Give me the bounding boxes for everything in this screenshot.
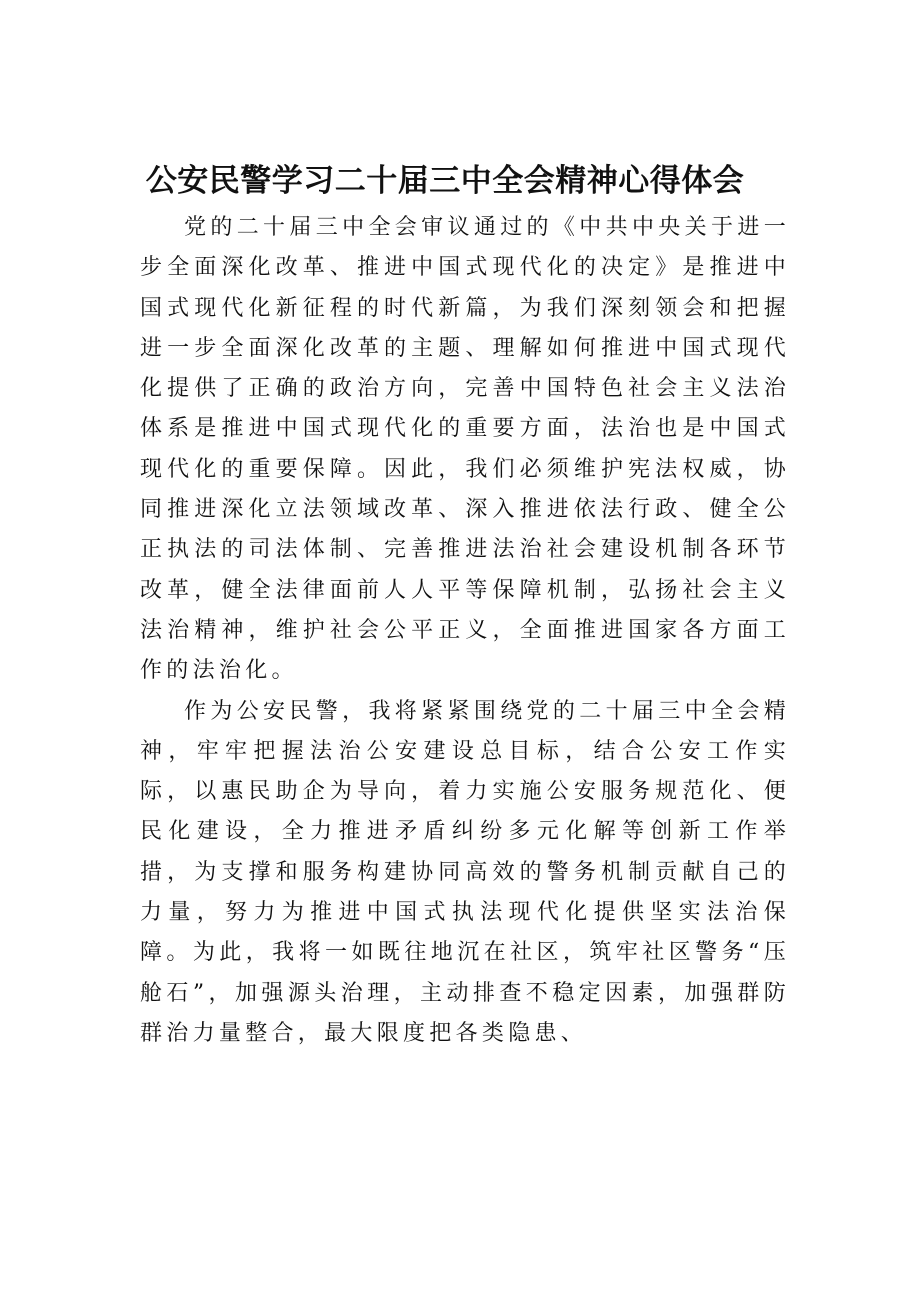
paragraph-2: 作为公安民警，我将紧紧围绕党的二十届三中全会精神，牢牢把握法治公安建设总目标，结合公安工作实际，以惠民助企为导向，着力实施公安服务规范化、便民化建设，全力推进矛盾纠纷多元化解等创新工作举措，为支撑和服务构建协同高效的警务机制贡献自己的力量，努力为推进中国式执法现代化提供坚实法治保障。为此，我将一如既往地沉在社区，筑牢社区警务“压舱石”，加强源头治理，主动排查不稳定因素，加强群防群治力量整合，最大限度把各类隐患、 [140, 698, 790, 1046]
document-body [140, 208, 790, 1054]
paragraph-1: 党的二十届三中全会审议通过的《中共中央关于进一步全面深化改革、推进中国式现代化的决定》是推进中国式现代化新征程的时代新篇，为我们深刻领会和把握进一步全面深化改革的主题、理解如何推进中国式现代化提供了正确的政治方向，完善中国特色社会主义法治体系是推进中国式现代化的重要方面，法治也是中国式现代化的重要保障。因此，我们必须维护宪法权威，协同推进深化立法领域改革、深入推进依法行政、健全公正执法的司法体制、完善推进法治社会建设机制各环节改革，健全法律面前人人平等保障机制，弘扬社会主义法治精神，维护社会公平正义，全面推进国家各方面工作的法治化。 [140, 215, 790, 684]
document-title: 公安民警学习二十届三中全会精神心得体会 [145, 162, 745, 199]
